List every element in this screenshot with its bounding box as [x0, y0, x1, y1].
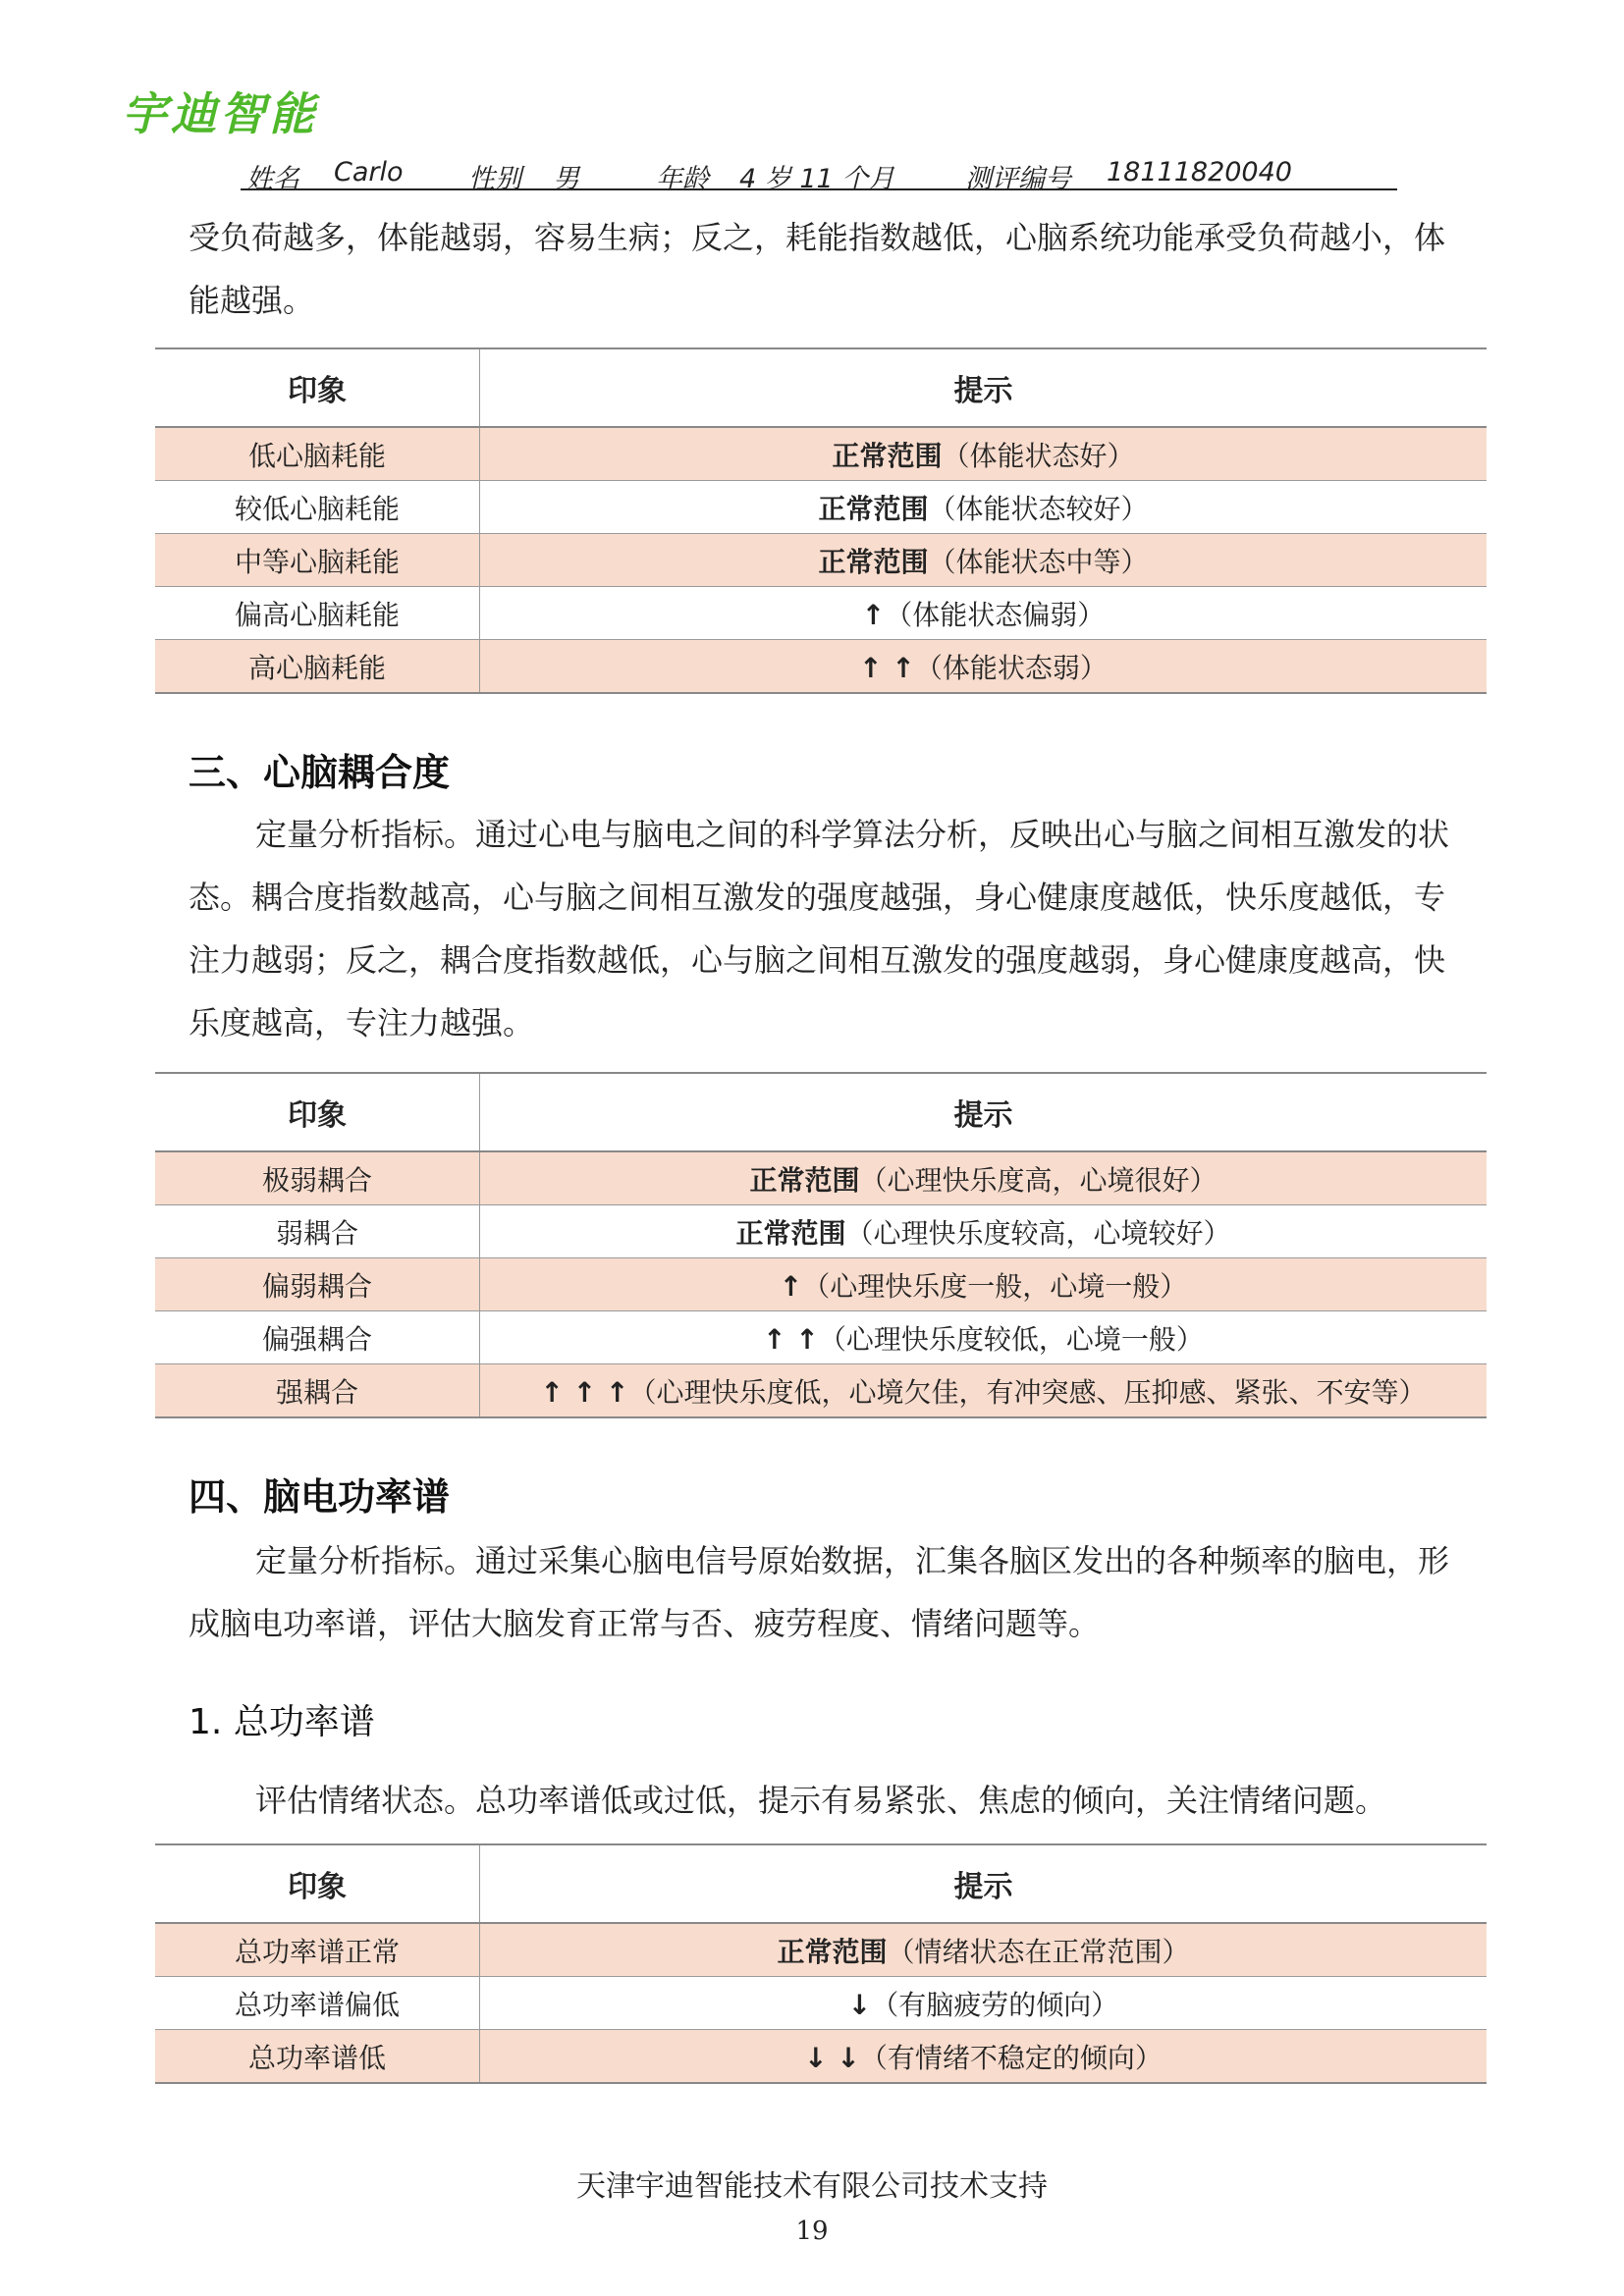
table-row: 低心脑耗能 正常范围（体能状态好） — [155, 427, 1487, 481]
table-header-hint: 提示 — [480, 1844, 1488, 1923]
energy-table — [155, 347, 1487, 694]
power-spectrum-table — [155, 1843, 1487, 2084]
subsection-1-text: 评估情绪状态。总功率谱低或过低，提示有易紧张、焦虑的倾向，关注情绪问题。 — [255, 1782, 1387, 1819]
id-label: 测评编号 — [965, 164, 1071, 194]
table-row: 强耦合 ↑ ↑ ↑（心理快乐度低，心境欠佳，有冲突感、压抑感、紧张、不安等） — [155, 1364, 1487, 1418]
section-3-title: 三、心脑耦合度 — [189, 751, 451, 794]
table-row: 总功率谱低 ↓ ↓（有情绪不稳定的倾向） — [155, 2030, 1487, 2084]
id-value: 18111820040 — [1107, 157, 1292, 187]
company-logo: 宇迪智能 — [122, 87, 318, 140]
table-header-hint: 提示 — [480, 348, 1488, 427]
table-row: 弱耦合 正常范围（心理快乐度较高，心境较好） — [155, 1205, 1487, 1258]
table-row: 中等心脑耗能 正常范围（体能状态中等） — [155, 534, 1487, 587]
table-header-impression: 印象 — [155, 1844, 480, 1923]
table-row: 极弱耦合 正常范围（心理快乐度高，心境很好） — [155, 1151, 1487, 1205]
footer-support: 天津宇迪智能技术有限公司技术支持 — [576, 2169, 1048, 2204]
page-number: 19 — [795, 2216, 829, 2246]
section-4-title: 四、脑电功率谱 — [189, 1475, 451, 1519]
table-header-impression: 印象 — [155, 1073, 480, 1151]
intro-paragraph: 受负荷越多，体能越弱，容易生病；反之，耗能指数越低，心脑系统功能承受负荷越小，体能越强。 — [189, 219, 1446, 319]
gender-label: 性别 — [468, 164, 521, 194]
table-row: 较低心脑耗能 正常范围（体能状态较好） — [155, 481, 1487, 534]
table-row: 偏强耦合 ↑ ↑（心理快乐度较低，心境一般） — [155, 1311, 1487, 1364]
table-header-hint: 提示 — [480, 1073, 1488, 1151]
name-label: 姓名 — [246, 164, 299, 194]
table-row: 高心脑耗能 ↑ ↑（体能状态弱） — [155, 640, 1487, 694]
name-value: Carlo — [334, 157, 404, 187]
gender-value: 男 — [553, 164, 579, 194]
section-4-text: 定量分析指标。通过采集心脑电信号原始数据，汇集各脑区发出的各种频率的脑电，形成脑电功率谱，评估大脑发育正常与否、疲劳程度、情绪问题等。 — [189, 1542, 1450, 1642]
table-row: 总功率谱正常 正常范围（情绪状态在正常范围） — [155, 1923, 1487, 1977]
age-value: 4 岁 11 个月 — [739, 164, 895, 194]
patient-info-header — [241, 155, 1397, 194]
table-row: 偏弱耦合 ↑（心理快乐度一般，心境一般） — [155, 1258, 1487, 1311]
table-row: 偏高心脑耗能 ↑（体能状态偏弱） — [155, 587, 1487, 640]
coupling-table — [155, 1072, 1487, 1418]
table-row: 总功率谱偏低 ↓（有脑疲劳的倾向） — [155, 1977, 1487, 2030]
age-label: 年龄 — [656, 164, 709, 194]
table-header-impression: 印象 — [155, 348, 480, 427]
section-3-text: 定量分析指标。通过心电与脑电之间的科学算法分析，反映出心与脑之间相互激发的状态。耦合度指数越高，心与脑之间相互激发的强度越强，身心健康度越低，快乐度越低，专注力越弱；反之，耦合度指数越低，心与脑之间相互激发的强度越弱，身心健康度越高，快乐度越高，专注力越强。 — [189, 816, 1450, 1041]
subsection-1-title: 1. 总功率谱 — [189, 1702, 375, 1742]
